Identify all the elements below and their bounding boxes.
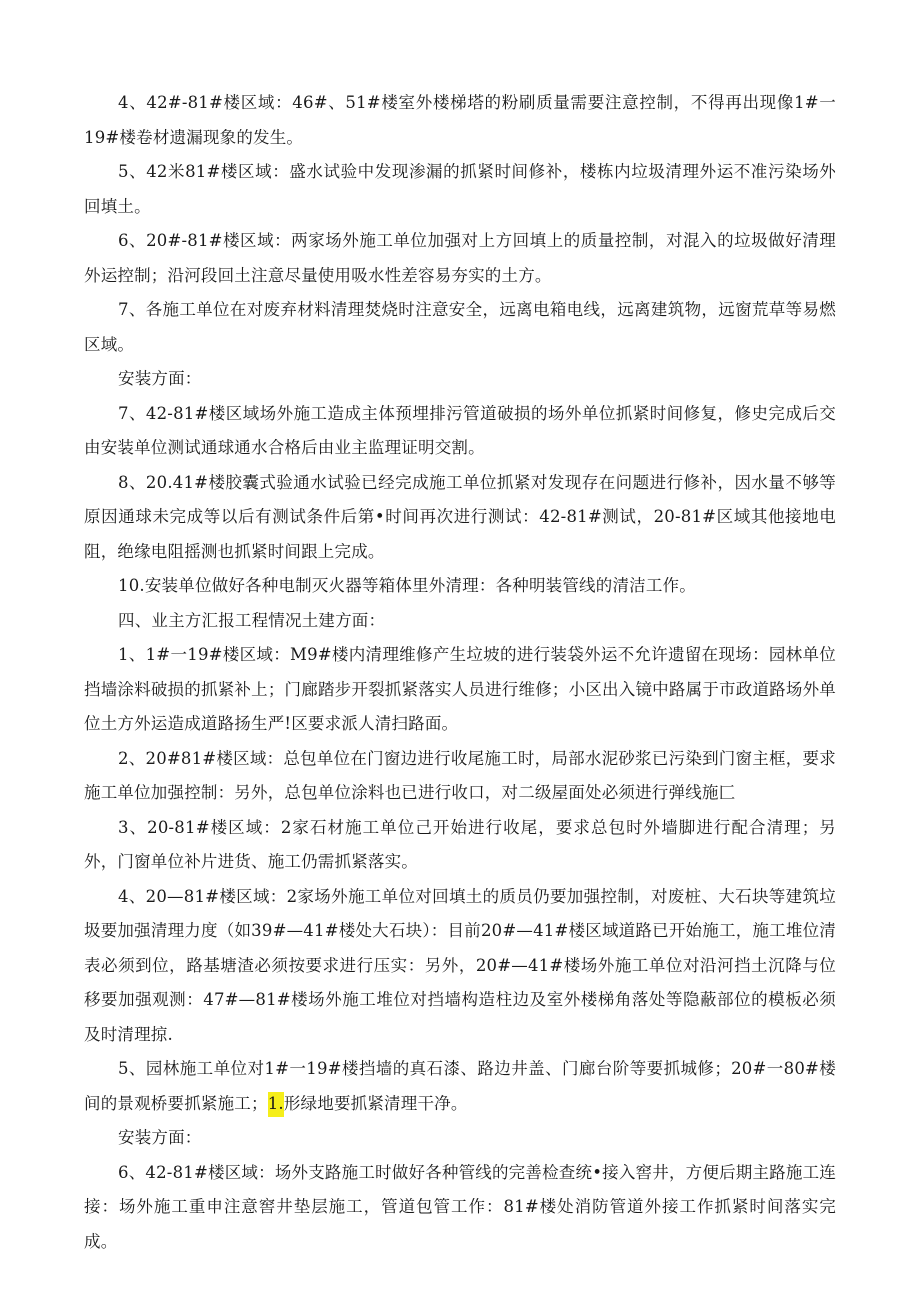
paragraph-text-continued: 形绿地要抓紧清理干净。 [283,1093,468,1113]
paragraph-text: 6、20#-81#楼区域：两家场外施工单位加强对上方回填上的质量控制，对混入的垃圾做好清理外运控制；沿河段回土注意尽量使用吸水性差容易夯实的土方。 [84,231,836,285]
paragraph-backfill-control [84,224,836,293]
paragraph-text: 3、20-81#楼区域：2家石材施工单位己开始进行收尾，要求总包时外墙脚进行配合清理；另外，门窗单位补片进货、施工仍需抓紧落实。 [84,817,836,871]
paragraph-text: 安装方面： [118,369,202,388]
paragraph-text: 4、42#-81#楼区域：46#、51#楼室外楼梯塔的粉刷质量需要注意控制，不得再出现像1#一19#楼卷材遗漏现象的发生。 [84,93,836,147]
paragraph-window-frame [84,742,836,811]
paragraph-water-test [84,155,836,224]
paragraph-text: 四、业主方汇报工程情况土建方面： [118,610,386,630]
paragraph-stone-work [84,811,836,880]
paragraph-text: 7、各施工单位在对废弃材料清理焚烧时注意安全，远离电箱电线，远离建筑物，远窗荒草等易燃区域。 [84,300,836,354]
paragraph-pipeline-check [84,1156,836,1260]
paragraph-pipe-repair [84,397,836,466]
paragraph-fire-safety [84,293,836,362]
document-page [84,86,836,1259]
paragraph-landscape [84,1052,836,1121]
paragraph-ball-test [84,466,836,570]
paragraph-text: 5、42米81#楼区域：盛水试验中发现渗漏的抓紧时间修补，楼栋内垃圾清理外运不准污染场外回填土。 [84,162,836,216]
paragraph-text: 4、20—81#楼区域：2家场外施工单位对回填土的质员仍要加强控制，对废桩、大石块等建筑垃圾要加强清理力度（如39#—41#楼处大石块）：目前20#—41#楼区域道路已开始施工，施工堆位清表必须到位，路基塘渣必须按要求进行压实：另外，20#—41#楼场外施工单位对沿河挡土沉降与位移要加强观测：47#—81#楼场外施工堆位对挡墙构造柱边及室外楼梯角落处等隐蔽部位的模板必须及时清理掠. [84,886,836,1044]
paragraph-text: 1、1#一19#楼区域：M9#楼内清理维修产生垃坡的进行装袋外运不允许遗留在现场：园林单位挡墙涂料破损的抓紧补上；门廊踏步开裂抓紧落实人员进行维修；小区出入镜中路属于市政道路场外单位土方外运造成道路扬生严!区要求派人清扫路面。 [84,645,836,733]
paragraph-extinguisher-cleaning [84,569,836,604]
highlighted-text: 1. [268,1092,284,1117]
section-heading-installation [84,362,836,397]
paragraph-garbage-cleanup [84,638,836,742]
paragraph-text: 8、20.41#楼胶囊式验通水试验已经完成施工单位抓紧对发现存在问题进行修补，因水量不够等原因通球未完成等以后有测试条件后第•时间再次进行测试：42-81#测试，20-81#区域其他接地电阻，绝缘电阻摇测也抓紧时间跟上完成。 [84,472,836,561]
paragraph-plaster-quality [84,86,836,155]
paragraph-text: 7、42-81#楼区域场外施工造成主体预埋排污管道破损的场外单位抓紧时间修复，修史完成后交由安装单位测试通球通水合格后由业主监理证明交割。 [84,403,836,457]
paragraph-text: 10.安装单位做好各种电制灭火器等箱体里外清理：各种明装管线的清洁工作。 [118,576,696,595]
paragraph-text: 5、园林施工单位对1#一19#楼挡墙的真石漆、路边井盖、门廊台阶等要抓城修；20#一80#楼间的景观桥要抓紧施工； [84,1059,836,1113]
paragraph-backfill-quality [84,880,836,1053]
section-heading-owner-report [84,604,836,639]
paragraph-text: 安装方面： [118,1128,202,1147]
section-heading-installation-2 [84,1121,836,1156]
paragraph-text: 6、42-81#楼区域：场外支路施工时做好各种管线的完善检查统•接入窖井，方便后期主路施工连接：场外施工重申注意窖井垫层施工，管道包管工作：81#楼处消防管道外接工作抓紧时间落实完成。 [84,1162,836,1251]
paragraph-text: 2、20#81#楼区域：总包单位在门窗边进行收尾施工时，局部水泥砂浆已污染到门窗主框，要求施工单位加强控制：另外，总包单位涂料也已进行收口，对二级屋面处必须进行弹线施匚 [84,748,836,802]
